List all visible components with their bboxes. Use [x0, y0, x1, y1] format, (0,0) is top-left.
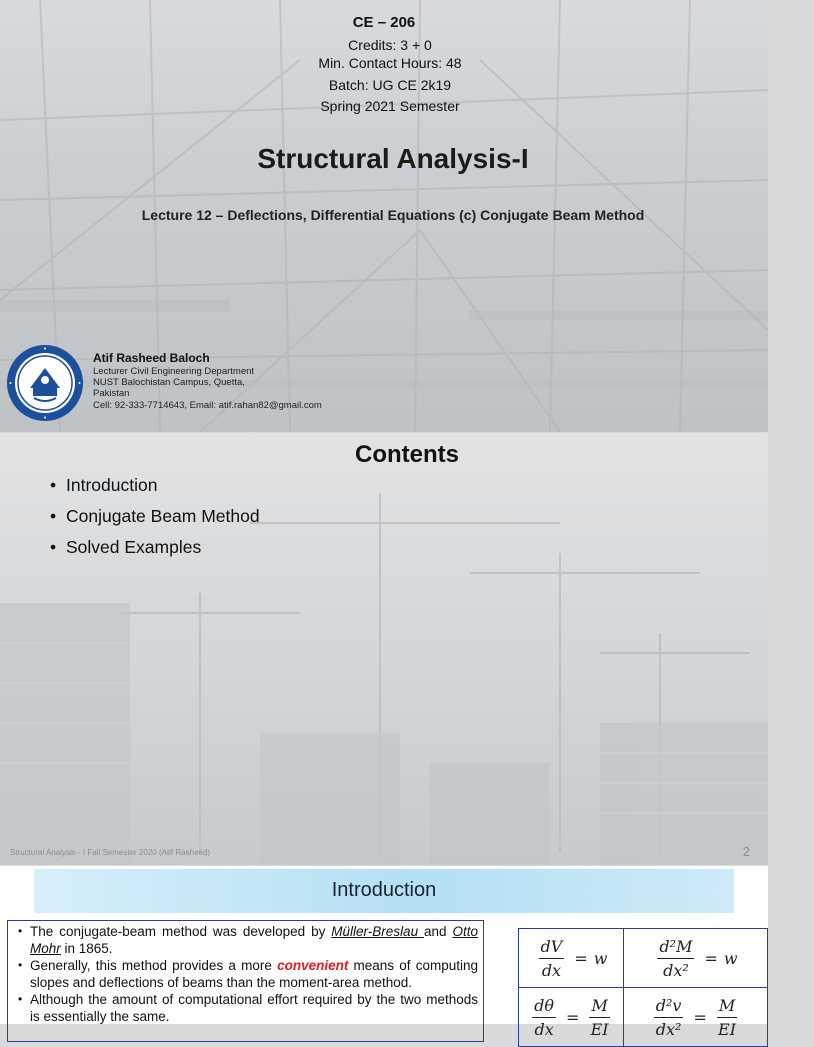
- author-name: Atif Rasheed Baloch: [93, 351, 210, 365]
- author-position: Lecturer Civil Engineering Department: [93, 366, 255, 377]
- equation-cell: [624, 929, 768, 988]
- course-title: Structural Analysis-I: [257, 143, 529, 174]
- equation-moment: $\frac{\text{d²M}}{\text{dx²}}$ = w: [659, 936, 738, 980]
- batch: Batch: UG CE 2k19: [328, 77, 452, 93]
- introduction-title: Introduction: [331, 879, 437, 901]
- title-slide: [0, 0, 768, 432]
- intro-bullet-3: • Although the amount of computational effort required by the two methods is essentially the same.: [18, 991, 478, 1025]
- slide-footer: Structural Analysis - I Fall Semester 2020 (Atif Rasheed): [10, 848, 211, 857]
- contents-list: [50, 475, 260, 568]
- credits: Credits: 3 + 0: [348, 37, 432, 53]
- equation-deflection: $\frac{\text{d²v}}{\text{dx²}}$ = $\frac{M}{EI}$: [655, 995, 737, 1039]
- author-contact: Cell: 92-333-7714643, Email: atif.rahan82@gmail.com: [93, 400, 322, 411]
- author-campus: NUST Balochistan Campus, Quetta,: [93, 377, 245, 388]
- equation-cell: [624, 988, 768, 1047]
- intro-bullet-1: • The conjugate-beam method was developed by Müller-Breslau and Otto Mohr in 1865.: [18, 923, 478, 957]
- convenient-highlight: convenient: [277, 958, 349, 973]
- university-logo: [6, 344, 84, 422]
- contact-hours: Min. Contact Hours: 48: [318, 55, 462, 71]
- equation-table: [518, 928, 768, 1047]
- intro-text-box: [7, 920, 484, 1042]
- contents-title: Contents: [355, 441, 459, 468]
- equation-cell: [519, 988, 624, 1047]
- contents-item-solved-examples: • Solved Examples: [50, 537, 260, 568]
- slide-number: 2: [742, 844, 750, 859]
- contents-item-introduction: • Introduction: [50, 475, 260, 506]
- contents-slide: [0, 433, 768, 865]
- semester: Spring 2021 Semester: [320, 98, 460, 114]
- lecture-title: Lecture 12 – Deflections, Differential Equations (c) Conjugate Beam Method: [141, 207, 645, 223]
- introduction-slide: [0, 866, 768, 1039]
- contents-item-conjugate-beam: • Conjugate Beam Method: [50, 506, 260, 537]
- equation-slope: $\frac{d\theta}{dx}$ = $\frac{M}{EI}$: [534, 995, 609, 1039]
- course-code: CE – 206: [352, 14, 416, 31]
- intro-bullet-2: • Generally, this method provides a more convenient means of computing slopes and deflections of beams than the moment-area method.: [18, 957, 478, 991]
- equation-shear: $\frac{dV}{dx}$ = w: [540, 936, 608, 980]
- equation-cell: [519, 929, 624, 988]
- otto-mohr-name: Otto Mohr: [30, 924, 478, 956]
- author-country: Pakistan: [93, 388, 130, 399]
- muller-breslau-name: Müller-Breslau: [331, 924, 425, 939]
